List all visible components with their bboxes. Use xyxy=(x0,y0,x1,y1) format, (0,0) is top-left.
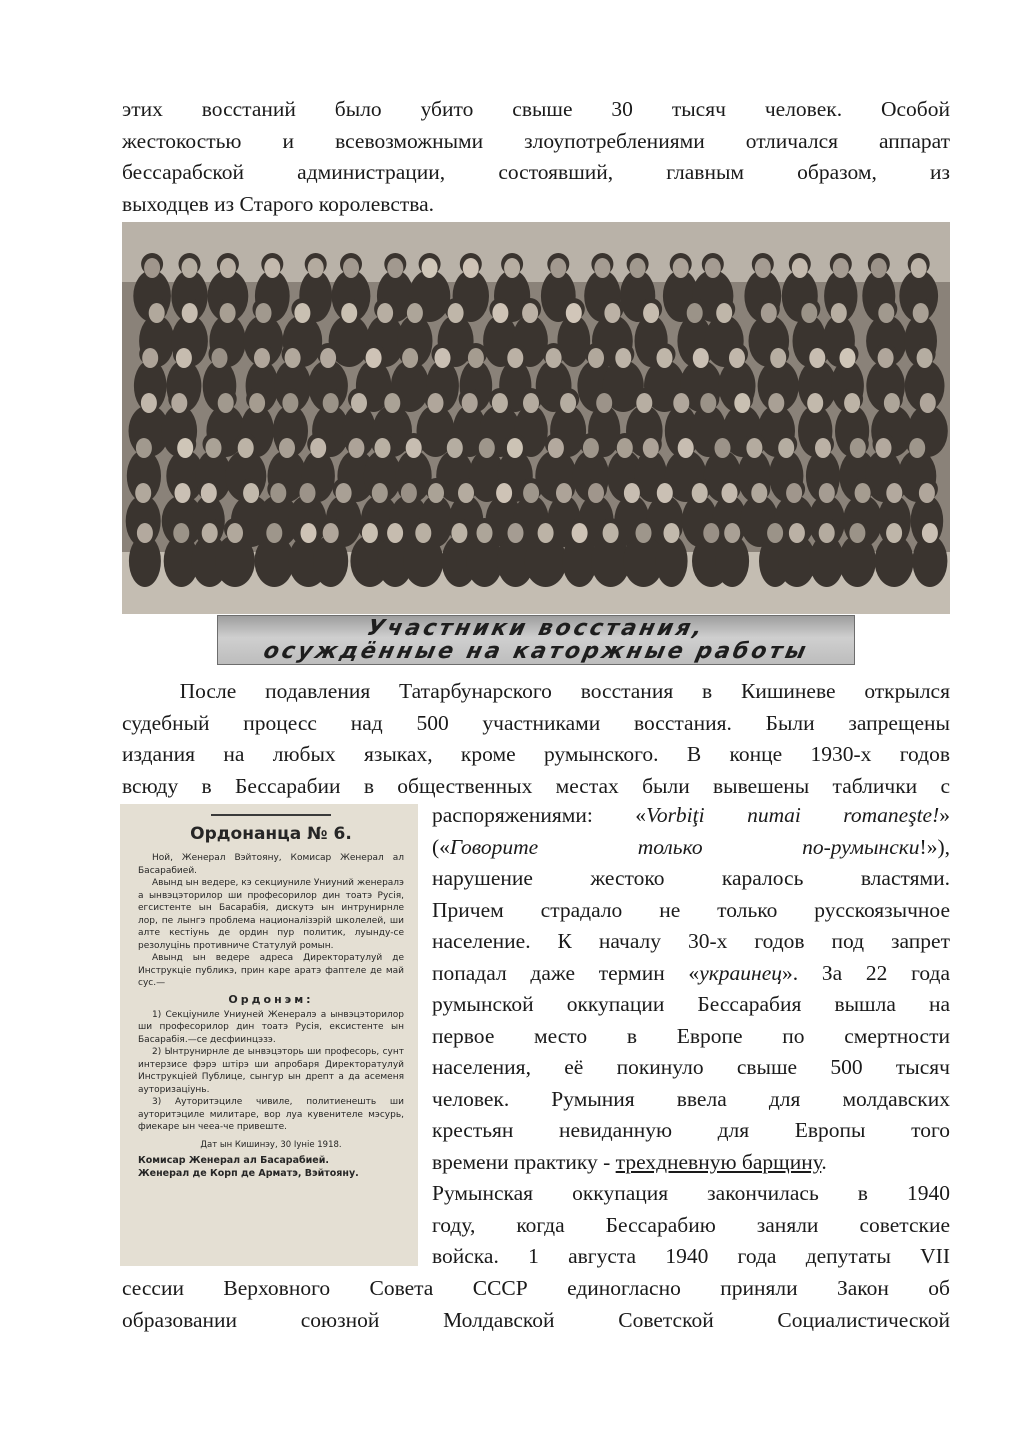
clipping-text: Авынд ын ведере, кэ секциуниле Униуний женералэ а ынвэцэторилор ши професорилор дин тоатэ Русія, егсистенте ын Басарабія, дискутэ ын интрунирнле лор, пе лынгэ проблема националізэрій школелей, ши алте кестіунь де ордин пур политик, луынду-се резолуцінь противниче Статулуй ромын. xyxy=(138,878,404,951)
ordinance-clipping xyxy=(120,804,418,1266)
text-line: образовании союзной Молдавской Советской Социалистической xyxy=(122,1307,950,1332)
text-line: нарушение жестоко каралось властями. xyxy=(432,866,950,890)
clipping-item: 1) Секціуниле Униуней Женералэ а ынвэцэторилор ши професорилор дин тоатэ Русія, ексистенте ын Басарабія.—се десфиинцэзэ. xyxy=(138,1009,404,1045)
clipping-date: Дат ын Кишинэу, 30 Іуніе 1918. xyxy=(200,1139,342,1150)
clipping-title: Ордонанца № 6. xyxy=(190,824,352,844)
clipping-rule xyxy=(211,814,331,816)
text-line: человек. Румыния ввела для молдавских xyxy=(432,1086,950,1111)
text-line: издания на любых языках, кроме румынского. В конце 1930-х годов xyxy=(122,742,950,766)
caption-line-2: осуждённые на каторжные работы xyxy=(261,639,811,664)
clipping-signature: Комисар Женерал ал Басарабией. xyxy=(138,1154,329,1166)
clipping-text: Ной, Женерал Вэйтояну, Комисар Женерал ал Басарабией. xyxy=(138,853,404,876)
text-line: войска. 1 августа 1940 года депутаты VII xyxy=(432,1244,950,1268)
paragraph-middle xyxy=(122,676,950,802)
text-line: крестьян невиданную для Европы того xyxy=(432,1118,950,1142)
text-line: судебный процесс над 500 участниками восстания. Были запрещены xyxy=(122,710,950,735)
photograph-image xyxy=(122,222,950,614)
caption-line-1: Участники восстания, xyxy=(364,616,708,641)
text-line: попадал даже термин «украинец». За 22 года xyxy=(432,960,950,985)
text-line: жестокостью и всевозможными злоупотреблениями отличался аппарат xyxy=(122,128,950,153)
text-line: распоряжениями: «Vorbiţi numai romaneşte!» xyxy=(432,803,950,827)
text-line: всюду в Бессарабии в общественных местах были вывешены таблички с xyxy=(122,773,950,798)
text-line: первое место в Европе по смертности xyxy=(432,1023,950,1048)
text-line: населения, её покинуло свыше 500 тысяч xyxy=(432,1055,950,1079)
text-line: Причем страдало не только русскоязычное xyxy=(432,897,950,922)
text-line: После подавления Татарбунарского восстания в Кишиневе открылся xyxy=(122,679,950,703)
clipping-text: Авынд ын ведере адреса Директоратулуй де Инструкціе публикэ, прин каре аратэ фаптеле де май сус.— xyxy=(138,953,404,988)
text-line: времени практику - трехдневную барщину. xyxy=(432,1149,827,1174)
text-line: сессии Верховного Совета СССР единогласно приняли Закон об xyxy=(122,1276,950,1300)
clipping-subheading: Ордонэм: xyxy=(228,992,314,1006)
group-photograph xyxy=(122,222,950,614)
text-line: румынской оккупации Бессарабия вышла на xyxy=(432,992,950,1016)
clipping-item: 3) Ауторитэциле чивиле, политиенешть ши ауторитэциле милитаре, вор луа кувенителе мэсурь, фиекаре ын чееа-че привеште. xyxy=(138,1097,404,1132)
photo-caption xyxy=(217,615,855,665)
barshchina-link[interactable]: трехдневную барщину xyxy=(615,1149,822,1174)
text-line: этих восстаний было убито свыше 30 тысяч человек. Особой xyxy=(122,97,950,121)
text-line: население. К началу 30-х годов под запрет xyxy=(432,929,950,953)
text-line: выходцев из Старого королевства. xyxy=(122,191,435,216)
text-line: («Говорите только по-румынски!»), xyxy=(432,834,950,859)
clipping-item: 2) Ынтрунирнле де ынвэцэторь ши професорь, сунт интерзисе фэрэ штірэ ши апробаря Директоратулуй Инструкціей Публице, сынгур ын дрепт а да асеменя ауторизаціунь. xyxy=(138,1047,404,1095)
paragraph-top xyxy=(122,94,950,220)
text-line: бессарабской администрации, состоявший, главным образом, из xyxy=(122,160,950,184)
paragraph-bottom xyxy=(122,1273,950,1336)
text-line: году, когда Бессарабию заняли советские xyxy=(432,1212,950,1237)
paragraph-wrap xyxy=(432,800,950,1273)
clipping-signature: Женерал де Корп де Арматэ, Вэйтояну. xyxy=(138,1167,359,1179)
text-line: Румынская оккупация закончилась в 1940 xyxy=(432,1181,950,1205)
